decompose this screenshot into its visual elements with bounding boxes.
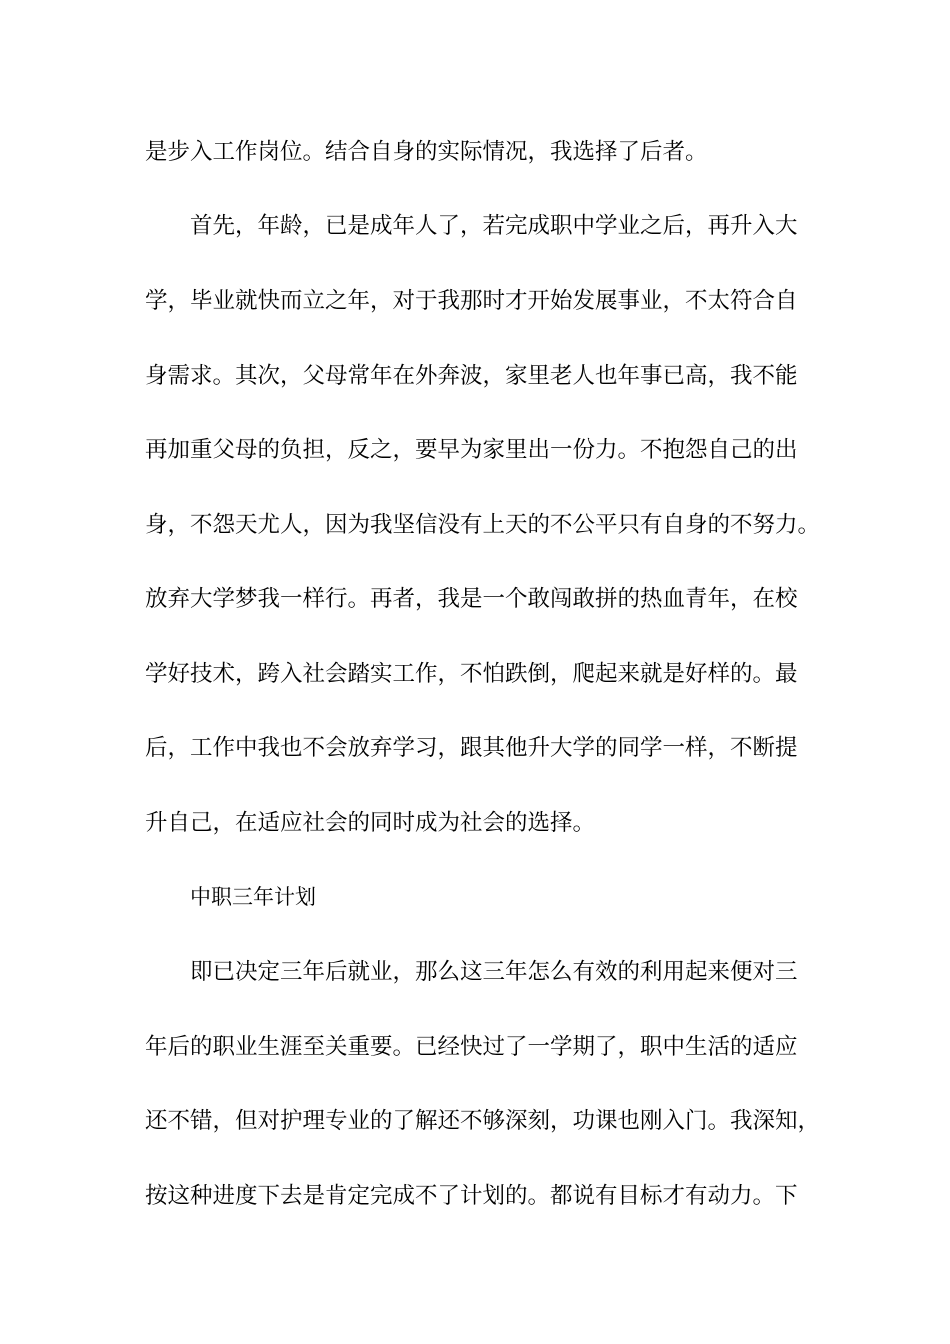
text-line: 学，毕业就快而立之年，对于我那时才开始发展事业，不太符合自 xyxy=(145,288,798,314)
paragraph-first-line: 即已决定三年后就业，那么这三年怎么有效的利用起来便对三 xyxy=(190,959,798,985)
text-line: 还不错，但对护理专业的了解还不够深刻，功课也刚入门。我深知， xyxy=(145,1108,821,1134)
paragraph-first-line: 首先，年龄，已是成年人了，若完成职中学业之后，再升入大 xyxy=(190,213,798,239)
text-line: 按这种进度下去是肯定完成不了计划的。都说有目标才有动力。下 xyxy=(145,1183,798,1209)
text-line: 学好技术，跨入社会踏实工作，不怕跌倒，爬起来就是好样的。最 xyxy=(145,661,798,687)
text-line: 身，不怨天尤人，因为我坚信没有上天的不公平只有自身的不努力。 xyxy=(145,512,821,538)
text-line: 是步入工作岗位。结合自身的实际情况，我选择了后者。 xyxy=(145,139,708,165)
text-line: 升自己，在适应社会的同时成为社会的选择。 xyxy=(145,810,596,836)
text-line: 后，工作中我也不会放弃学习，跟其他升大学的同学一样，不断提 xyxy=(145,735,798,761)
text-line: 再加重父母的负担，反之，要早为家里出一份力。不抱怨自己的出 xyxy=(145,437,798,463)
text-line: 年后的职业生涯至关重要。已经快过了一学期了，职中生活的适应 xyxy=(145,1034,798,1060)
section-heading: 中职三年计划 xyxy=(190,885,316,909)
text-line: 身需求。其次，父母常年在外奔波，家里老人也年事已高，我不能 xyxy=(145,363,798,389)
text-line: 放弃大学梦我一样行。再者，我是一个敢闯敢拼的热血青年，在校 xyxy=(145,586,798,612)
